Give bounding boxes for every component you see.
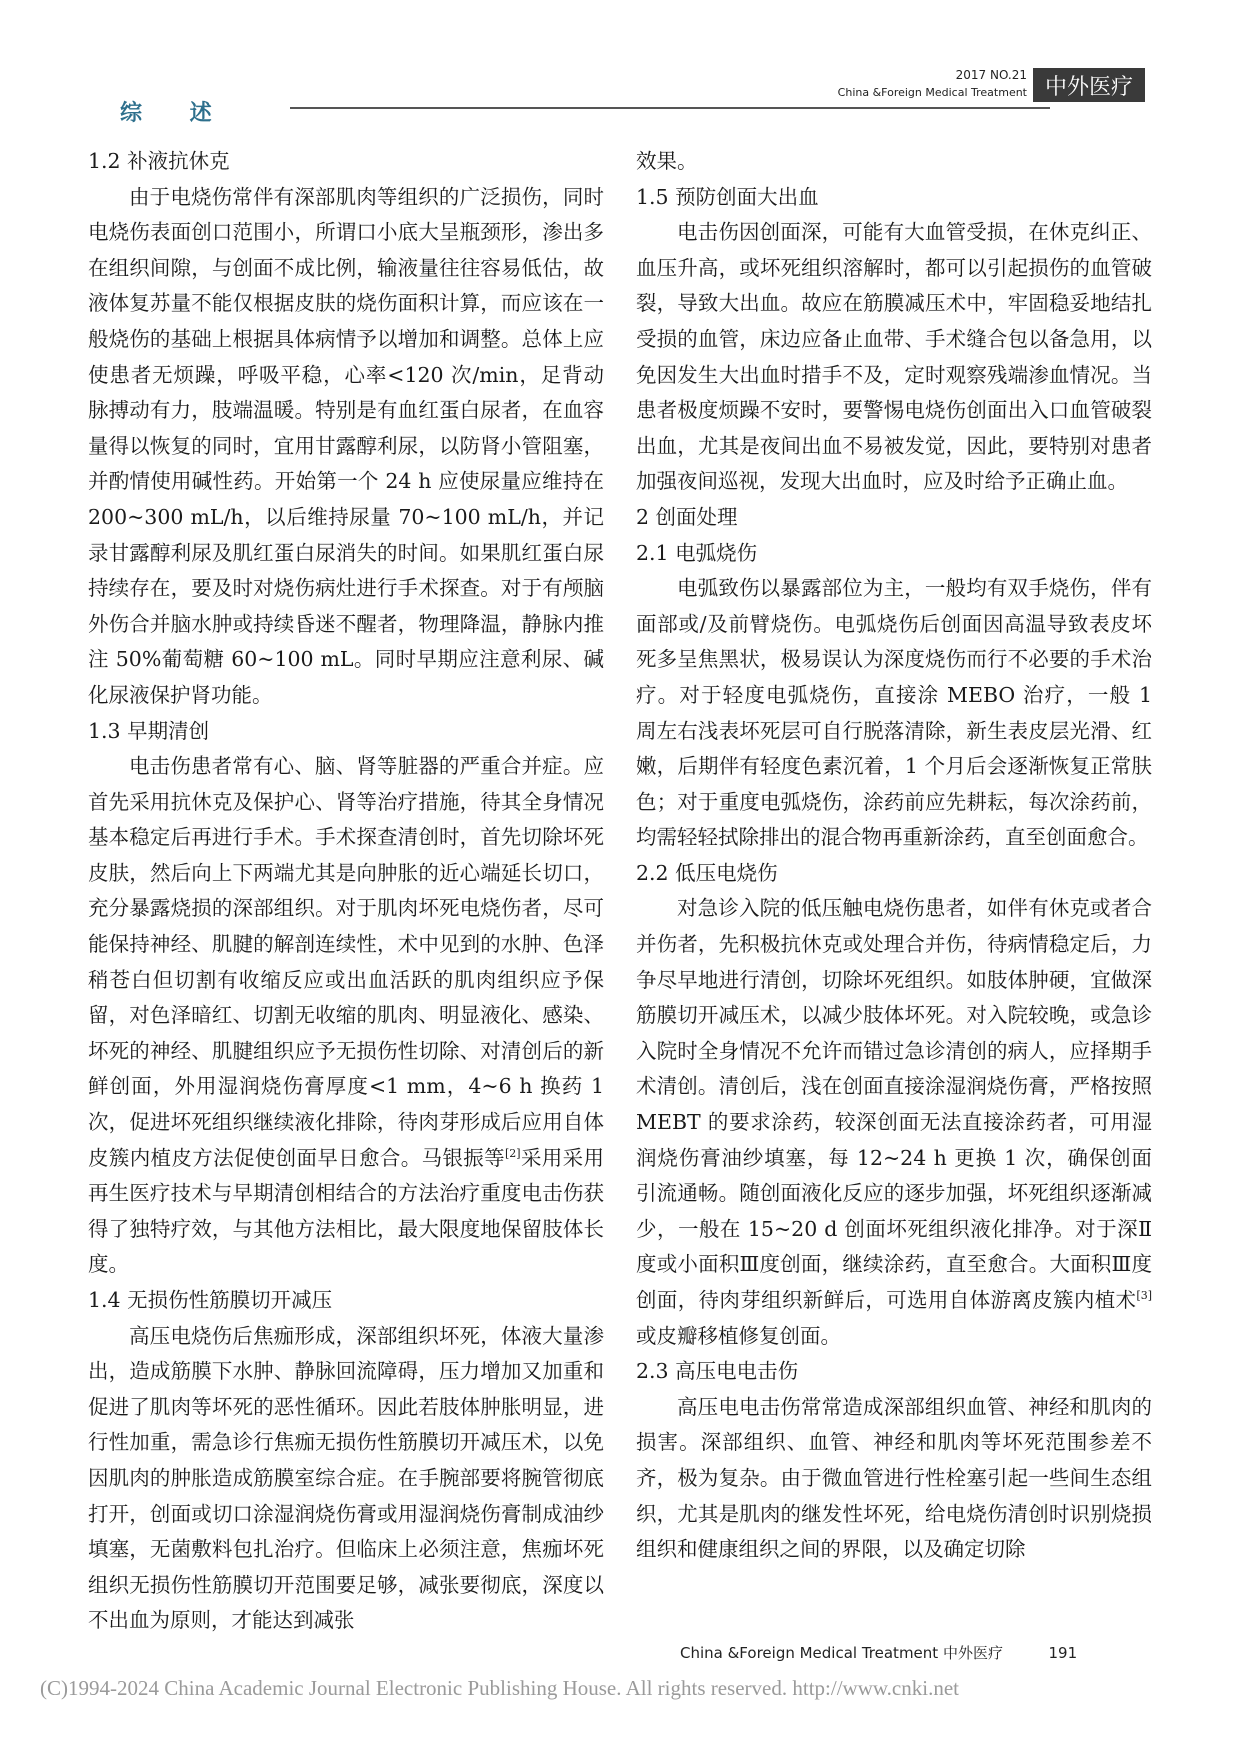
paragraph-low-voltage-tail: 或皮瓣移植修复创面。 bbox=[636, 1323, 841, 1348]
paragraph-prevent-hemorrhage: 电击伤因创面深，可能有大血管受损，在休克纠正、血压升高，或坏死组织溶解时，都可以引起损伤的血管破裂，导致大出血。故应在筋膜减压术中，牢固稳妥地结扎受损的血管，床边应备止血带、手术缝合包以备急用，以免因发生大出血时措手不及，定时观察残端渗血情况。当患者极度烦躁不安时，要警惕电烧伤创面出入口血管破裂出血，尤其是夜间出血不易被发觉，因此，要特别对患者加强夜间巡视，发现大出血时，应及时给予正确止血。 bbox=[636, 220, 1152, 494]
heading-1-4: 1.4 无损伤性筋膜切开减压 bbox=[88, 1288, 333, 1312]
journal-name-en: China &Foreign Medical Treatment bbox=[837, 86, 1027, 99]
heading-2-2: 2.2 低压电烧伤 bbox=[636, 860, 778, 885]
footer-journal bbox=[680, 1642, 1077, 1663]
page-number: 191 bbox=[1048, 1644, 1078, 1662]
paragraph-low-voltage bbox=[636, 891, 1152, 1354]
citation-ref: [3] bbox=[1136, 1289, 1152, 1303]
paragraph-continuation: 效果。 bbox=[636, 149, 698, 173]
paragraph-high-voltage: 高压电电击伤常常造成深部组织血管、神经和肌肉的损害。深部组织、血管、神经和肌肉等坏死范围参差不齐，极为复杂。由于微血管进行性栓塞引起一些间生态组织，尤其是肌肉的继发性坏死，给电烧伤清创时识别烧损组织和健康组织之间的界限，以及确定切除 bbox=[636, 1394, 1152, 1562]
heading-2-1: 2.1 电弧烧伤 bbox=[636, 540, 758, 565]
left-column bbox=[88, 144, 604, 1639]
heading-1-2: 1.2 补液抗休克 bbox=[88, 149, 230, 173]
heading-1-3: 1.3 早期清创 bbox=[88, 718, 210, 743]
right-column bbox=[636, 144, 1152, 1568]
year-issue: 2017 NO.21 bbox=[955, 68, 1027, 82]
heading-1-5: 1.5 预防创面大出血 bbox=[636, 184, 819, 209]
paragraph-fluid-resuscitation: 由于电烧伤常伴有深部肌肉等组织的广泛损伤，同时电烧伤表面创口范围小，所谓口小底大呈瓶颈形，渗出多在组织间隙，与创面不成比例，输液量往往容易低估，故液体复苏量不能仅根据皮肤的烧伤面积计算，而应该在一般烧伤的基础上根据具体病情予以增加和调整。总体上应使患者无烦躁，呼吸平稳，心率<120 次/min，足背动脉搏动有力，肢端温暖。特别是有血红蛋白尿者，在血容量得以恢复的同时，宜用甘露醇利尿，以防肾小管阻塞，并酌情使用碱性药。开始第一个 24 h 应使尿量应维持在 200~300 mL/h，以后维持尿量 70~100 mL/h，并记录甘露醇利尿及肌红蛋白尿消失的时间。如果肌红蛋白尿持续存在，要及时对烧伤病灶进行手术探查。对于有颅脑外伤合并脑水肿或持续昏迷不醒者，物理降温，静脉内推注 50%葡萄糖 60~100 mL。同时早期应注意利尿、碱化尿液保护肾功能。 bbox=[88, 184, 604, 707]
paragraph-early-debridement bbox=[88, 749, 604, 1283]
paragraph-early-debridement-text: 电击伤患者常有心、脑、肾等脏器的严重合并症。应首先采用抗休克及保护心、肾等治疗措施，待其全身情况基本稳定后再进行手术。手术探查清创时，首先切除坏死皮肤，然后向上下两端尤其是向肿胀的近心端延长切口，充分暴露烧损的深部组织。对于肌肉坏死电烧伤者，尽可能保持神经、肌腱的解剖连续性，术中见到的水肿、色泽稍苍白但切割有收缩反应或出血活跃的肌肉组织应予保留，对色泽暗红、切割无收缩的肌肉、明显液化、感染、坏死的神经、肌腱组织应予无损伤性切除、对清创后的新鲜创面，外用湿润烧伤膏厚度<1 mm，4~6 h 换药 1 次，促进坏死组织继续液化排除，待肉芽形成后应用自体皮簇内植皮方法促使创面早日愈合。马银振等 bbox=[88, 754, 604, 1170]
journal-logo-badge: 中外医疗 bbox=[1033, 68, 1145, 102]
heading-2-3: 2.3 高压电电击伤 bbox=[636, 1359, 799, 1384]
paragraph-early-debridement-tail: 采用采用再生医疗技术与早期清创相结合的方法治疗重度电击伤获得了独特疗效，与其他方法相比，最大限度地保留肢体长度。 bbox=[88, 1145, 605, 1277]
section-label: 综 述 bbox=[120, 101, 232, 126]
paragraph-fasciotomy: 高压电烧伤后焦痂形成，深部组织坏死，体液大量渗出，造成筋膜下水肿、静脉回流障碍，压力增加又加重和促进了肌肉等坏死的恶性循环。因此若肢体肿胀明显，进行性加重，需急诊行焦痂无损伤性筋膜切开减压术，以免因肌肉的肿胀造成筋膜室综合症。在手腕部要将腕管彻底打开，创面或切口涂湿润烧伤膏或用湿润烧伤膏制成油纱填塞，无菌敷料包扎治疗。但临床上必须注意，焦痂坏死组织无损伤性筋膜切开范围要足够，减张要彻底，深度以不出血为原则，才能达到减张 bbox=[88, 1323, 604, 1633]
heading-2: 2 创面处理 bbox=[636, 504, 738, 529]
citation-ref: [2] bbox=[505, 1146, 521, 1160]
paragraph-low-voltage-text: 对急诊入院的低压触电烧伤患者，如伴有休克或者合并伤者，先积极抗休克或处理合并伤，待病情稳定后，力争尽早地进行清创，切除坏死组织。如肢体肿硬，宜做深筋膜切开减压术，以减少肢体坏死。对入院较晚，或急诊入院时全身情况不允许而错过急诊清创的病人，应择期手术清创。清创后，浅在创面直接涂湿润烧伤膏，严格按照 MEBT 的要求涂药，较深创面无法直接涂药者，可用湿润烧伤膏油纱填塞，每 12~24 h 更换 1 次，确保创面引流通畅。随创面液化反应的逐步加强，坏死组织逐渐减少，一般在 15~20 d 创面坏死组织液化排净。对于深Ⅱ度或小面积Ⅲ度创面，继续涂药，直至愈合。大面积Ⅲ度创面，待肉芽组织新鲜后，可选用自体游离皮簇内植术 bbox=[636, 896, 1152, 1312]
paragraph-arc-burn: 电弧致伤以暴露部位为主，一般均有双手烧伤，伴有面部或/及前臂烧伤。电弧烧伤后创面因高温导致表皮坏死多呈焦黑状，极易误认为深度烧伤而行不必要的手术治疗。对于轻度电弧烧伤，直接涂 MEBO 治疗，一般 1 周左右浅表坏死层可自行脱落清除，新生表皮层光滑、红嫩，后期伴有轻度色素沉着，1 个月后会逐渐恢复正常肤色；对于重度电弧烧伤，涂药前应先耕耘，每次涂药前，均需轻轻拭除排出的混合物再重新涂药，直至创面愈合。 bbox=[636, 576, 1152, 850]
journal-header bbox=[837, 68, 1145, 118]
copyright-watermark: (C)1994-2024 China Academic Journal Electronic Publishing House. All rights reserved. http://www.cnki.net bbox=[40, 1676, 959, 1700]
footer-journal-name: China &Foreign Medical Treatment 中外医疗 bbox=[680, 1644, 1003, 1662]
